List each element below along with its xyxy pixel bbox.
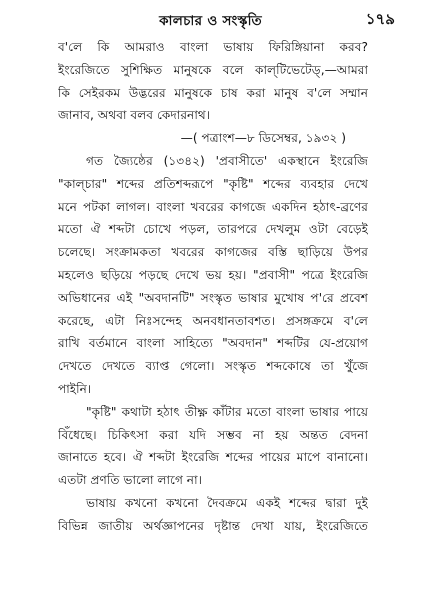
text-line: "কাল্‌চার" শব্দের প্রতিশব্দরূপে "কৃষ্টি" শব্দের ব্যবহার দেখে [58, 176, 368, 191]
text-line: মহলেও ছড়িয়ে পড়ছে দেখে ভয় হয়। "প্রবাসী" পত্রে ইংরেজি [58, 267, 368, 282]
text-line: বিভিন্ন জাতীয় অর্থজ্ঞাপনের দৃষ্টান্ত দেখা যায়, ইংরেজিতে [58, 518, 368, 533]
text-line: বিঁধেছে। চিকিৎসা করা যদি সম্ভব না হয় অন্তত বেদনা [58, 427, 368, 442]
text-line: ব'লে কি আমরাও বাংলা ভাষায় ফিরিঙ্গিয়ানা করব? [58, 40, 368, 54]
text-line: ইংরেজিতে সুশিক্ষিত মানুষকে বলে কাল্‌টিভেটেড্‌,—আমরা [58, 62, 368, 77]
text-line: জানাব, অথবা বলব কেদারনাথ। [58, 108, 211, 123]
running-title: কালচার ও সংস্কৃতি [159, 13, 262, 29]
text-line: করেছে, এটা নিঃসন্দেহ অনবধানতাবশত। প্রসঙ্গক্রমে ব'লে [58, 313, 368, 328]
text-line: পাইনি। [58, 381, 92, 396]
text-line: অভিধানের এই "অবদানটি" সংস্কৃত ভাষার মুখোষ প'রে প্রবেশ [58, 290, 368, 305]
text-line: চলেছে। সংক্রামকতা খবরের কাগজের বস্তি ছাড়িয়ে উপর [58, 245, 368, 260]
page-number: ১৭৯ [365, 10, 395, 28]
text-line: ভাষায় কখনো কখনো দৈবক্রমে একই শব্দের দ্বারা দুই [86, 495, 368, 510]
text-line: "কৃষ্টি" কথাটা হঠাৎ তীক্ষ্ণ কাঁটার মতো বাংলা ভাষার পায়ে [86, 404, 368, 419]
text-line: দেখতে দেখতে ব্যাপ্ত গেলো। সংস্কৃত শব্দকোষে তা খুঁজে [58, 359, 368, 374]
text-line: মনে পটকা লাগল। বাংলা খবরের কাগজে একদিন হঠাৎ-ব্রণের [58, 199, 368, 214]
citation-line: —( পত্রাংশ—৮ ডিসেম্বর, ১৯৩২ ) [180, 131, 346, 146]
text-line: কি সেইরকম উদ্ভরের মানুষকে চাষ করা মানুষ ব'লে সম্মান [58, 85, 368, 100]
text-line: জানাতে হবে। ঐ শব্দটা ইংরেজি শব্দের পায়ের মাপে বানানো। [58, 450, 368, 465]
page-header [0, 8, 421, 30]
body-text [58, 36, 368, 538]
text-line: গত জ্যৈষ্ঠের (১৩৪২) 'প্রবাসীতে' একস্থানে ইংরেজি [86, 153, 368, 168]
text-line: এতটা প্রণতি ভালো লাগে না। [58, 473, 202, 488]
text-line: মতো ঐ শব্দটা চোখে পড়ল, তারপরে দেখলুম ওটা বেড়েই [58, 222, 368, 237]
text-line: রাখি বর্তমানে বাংলা সাহিত্যে "অবদান" শব্দটির যে-প্রয়োগ [58, 336, 368, 351]
